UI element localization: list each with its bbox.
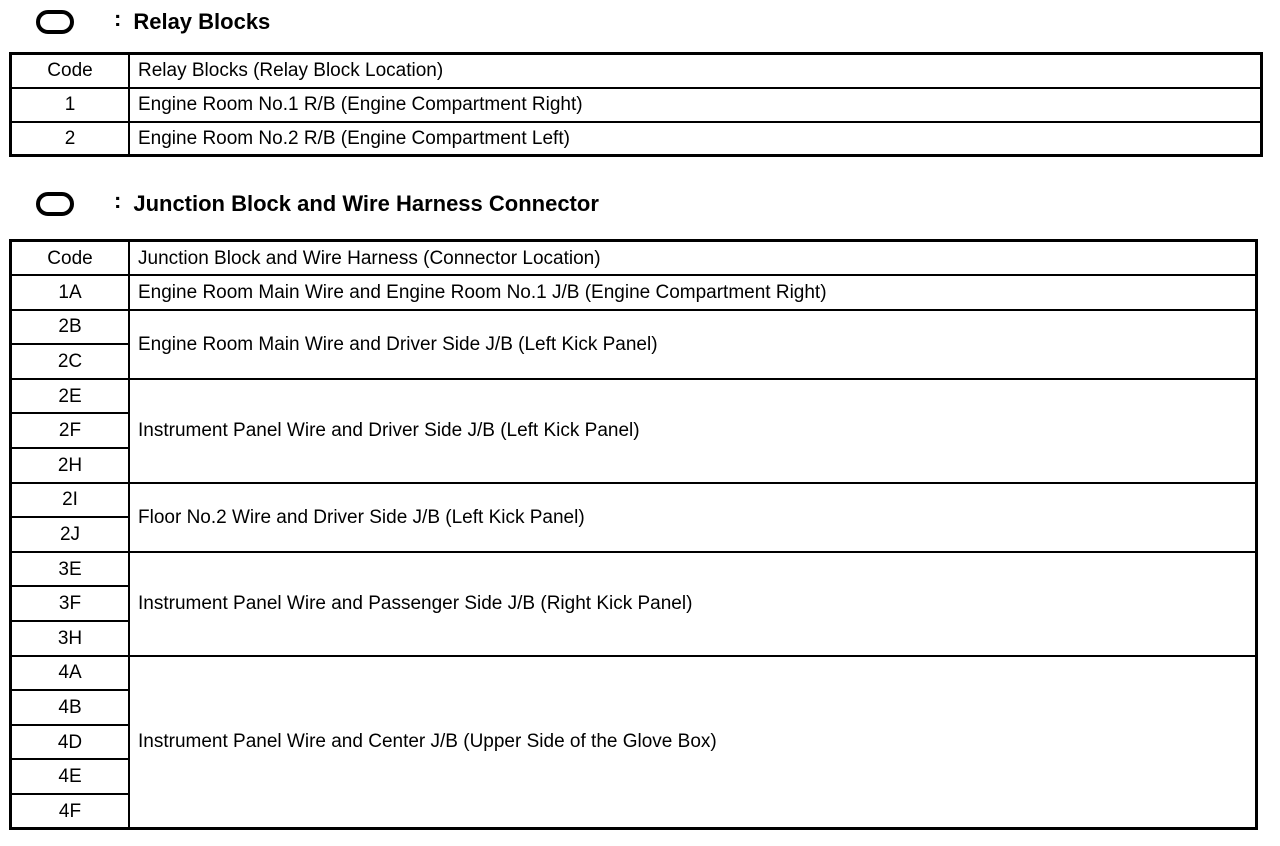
code-cell: 2J xyxy=(11,517,130,552)
table-row xyxy=(11,552,1257,587)
code-cell: 4F xyxy=(11,794,130,829)
relay-section-heading xyxy=(36,6,270,38)
header-code: Code xyxy=(11,241,130,276)
header-description: Junction Block and Wire Harness (Connector Location) xyxy=(129,241,1257,276)
header-code: Code xyxy=(11,54,130,88)
junction-section-heading xyxy=(36,188,599,220)
section-title: Junction Block and Wire Harness Connector xyxy=(133,191,599,216)
code-cell: 2E xyxy=(11,379,130,414)
junction-block-table xyxy=(9,239,1258,830)
code-cell: 4E xyxy=(11,759,130,794)
description-cell: Instrument Panel Wire and Driver Side J/B (Left Kick Panel) xyxy=(129,379,1257,483)
table-row xyxy=(11,122,1262,156)
code-cell: 2H xyxy=(11,448,130,483)
description-cell: Instrument Panel Wire and Center J/B (Upper Side of the Glove Box) xyxy=(129,656,1257,829)
table-row xyxy=(11,379,1257,414)
table-row xyxy=(11,88,1262,122)
description-cell: Instrument Panel Wire and Passenger Side J/B (Right Kick Panel) xyxy=(129,552,1257,656)
table-row xyxy=(11,275,1257,310)
code-cell: 2B xyxy=(11,310,130,345)
code-cell: 3F xyxy=(11,586,130,621)
code-cell: 3H xyxy=(11,621,130,656)
code-cell: 1 xyxy=(11,88,130,122)
code-cell: 4D xyxy=(11,725,130,760)
description-cell: Engine Room Main Wire and Driver Side J/B (Left Kick Panel) xyxy=(129,310,1257,379)
table-row xyxy=(11,483,1257,518)
heading-colon: : xyxy=(114,6,122,31)
table-header-row xyxy=(11,54,1262,88)
header-description: Relay Blocks (Relay Block Location) xyxy=(129,54,1262,88)
code-cell: 2 xyxy=(11,122,130,156)
description-cell: Engine Room No.1 R/B (Engine Compartment Right) xyxy=(129,88,1262,122)
code-cell: 2C xyxy=(11,344,130,379)
rounded-rectangle-icon xyxy=(36,10,74,34)
description-cell: Engine Room No.2 R/B (Engine Compartment Left) xyxy=(129,122,1262,156)
section-title: Relay Blocks xyxy=(133,9,271,34)
code-cell: 2F xyxy=(11,413,130,448)
table-row xyxy=(11,656,1257,691)
junction-table-body xyxy=(11,241,1257,829)
rounded-rectangle-icon xyxy=(36,192,74,216)
description-cell: Floor No.2 Wire and Driver Side J/B (Left Kick Panel) xyxy=(129,483,1257,552)
code-cell: 3E xyxy=(11,552,130,587)
heading-colon: : xyxy=(114,188,122,213)
table-header-row xyxy=(11,241,1257,276)
code-cell: 4A xyxy=(11,656,130,691)
relay-blocks-table xyxy=(9,52,1263,157)
description-cell: Engine Room Main Wire and Engine Room No.1 J/B (Engine Compartment Right) xyxy=(129,275,1257,310)
code-cell: 4B xyxy=(11,690,130,725)
code-cell: 1A xyxy=(11,275,130,310)
table-row xyxy=(11,310,1257,345)
code-cell: 2I xyxy=(11,483,130,518)
